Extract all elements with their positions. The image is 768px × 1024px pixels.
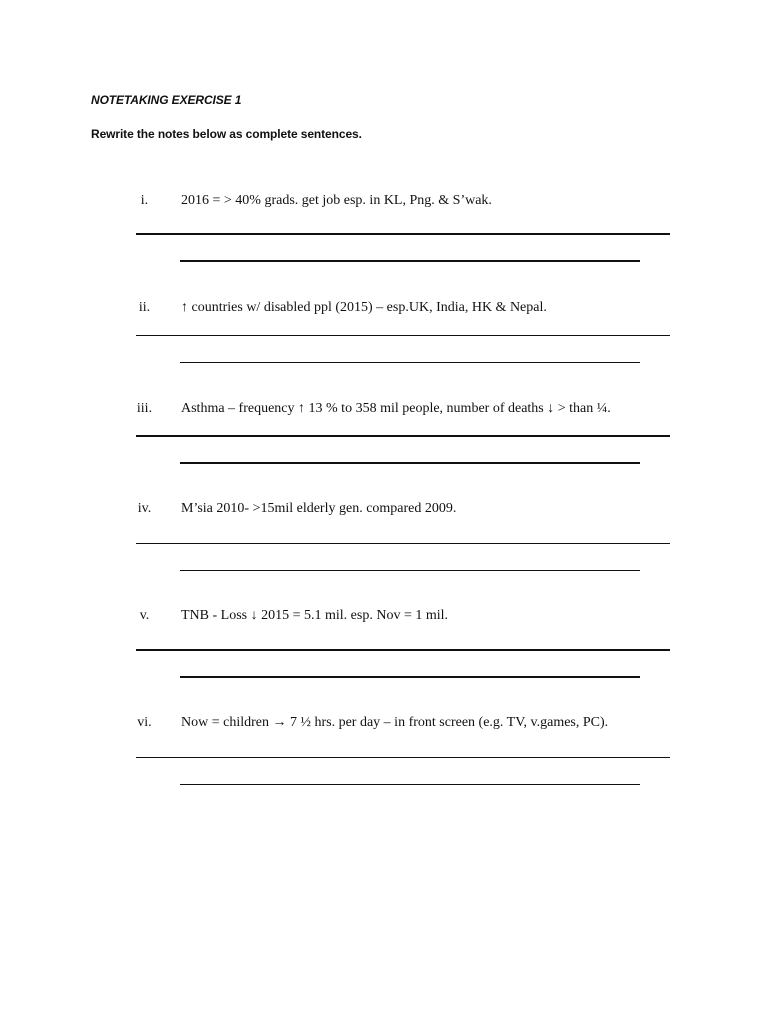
answer-line[interactable]: [180, 362, 640, 363]
answer-line[interactable]: [136, 335, 670, 336]
item-numeral: i.: [140, 193, 149, 208]
answer-line[interactable]: [136, 543, 670, 544]
item-note: ↑ countries w/ disabled ppl (2015) – esp.UK, India, HK & Nepal.: [181, 300, 547, 315]
answer-line[interactable]: [180, 676, 640, 678]
answer-line[interactable]: [136, 649, 670, 651]
item-numeral: vi.: [137, 715, 152, 730]
exercise-item-5: [0, 608, 768, 708]
item-numeral: v.: [139, 608, 150, 623]
item-note: 2016 = > 40% grads. get job esp. in KL, Png. & S’wak.: [181, 193, 492, 208]
answer-line[interactable]: [180, 570, 640, 571]
item-note: Asthma – frequency ↑ 13 % to 358 mil people, number of deaths ↓ > than ¼.: [181, 401, 611, 416]
item-note: M’sia 2010- >15mil elderly gen. compared 2009.: [181, 501, 457, 516]
exercise-item-4: [0, 501, 768, 601]
answer-line[interactable]: [136, 757, 670, 758]
exercise-item-2: [0, 300, 768, 400]
answer-line[interactable]: [180, 260, 640, 262]
item-numeral: ii.: [138, 300, 151, 315]
item-numeral: iv.: [137, 501, 152, 516]
exercise-item-1: [0, 193, 768, 293]
item-note: TNB - Loss ↓ 2015 = 5.1 mil. esp. Nov = 1 mil.: [181, 608, 449, 623]
answer-line[interactable]: [180, 784, 640, 785]
item-numeral: iii.: [136, 401, 153, 416]
exercise-item-3: [0, 401, 768, 501]
page-title: NOTETAKING EXERCISE 1: [91, 93, 242, 107]
item-note: Now = children → 7 ½ hrs. per day – in front screen (e.g. TV, v.games, PC).: [181, 715, 609, 730]
exercise-item-6: [0, 715, 768, 815]
answer-line[interactable]: [136, 233, 670, 235]
instruction-text: Rewrite the notes below as complete sentences.: [91, 127, 362, 141]
answer-line[interactable]: [136, 435, 670, 437]
answer-line[interactable]: [180, 462, 640, 464]
